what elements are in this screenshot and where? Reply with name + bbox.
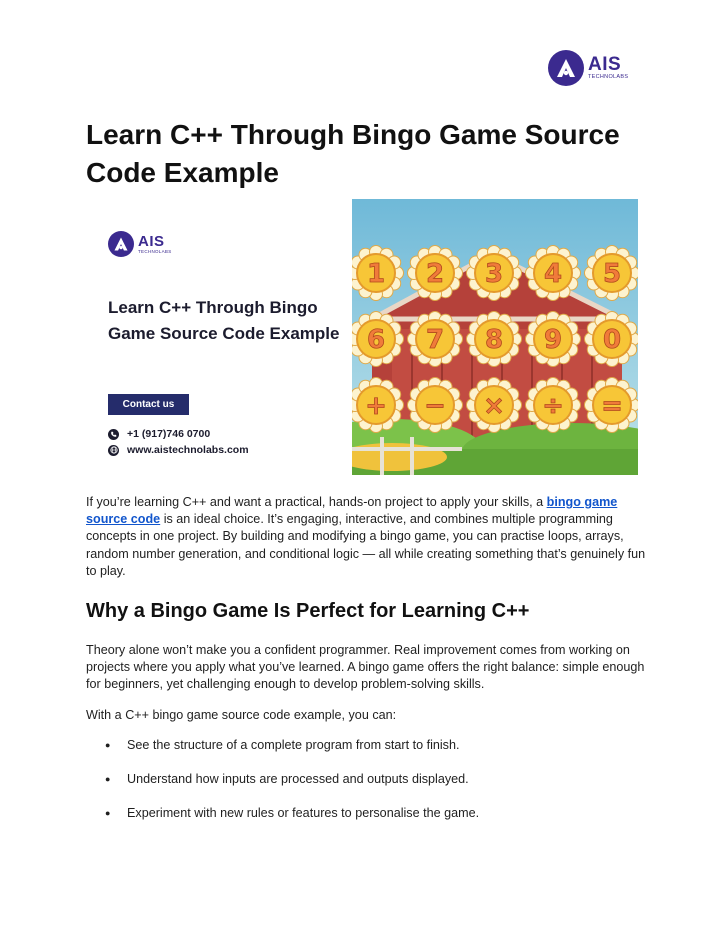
phone-icon	[108, 429, 119, 440]
list-item	[105, 737, 459, 754]
logo-a-icon	[108, 231, 134, 257]
banner-logo-text: AIS	[138, 232, 165, 250]
banner-logo	[108, 231, 172, 257]
bingo-illustration	[352, 199, 638, 475]
bullet-icon: ●	[105, 740, 111, 750]
bingo-tile-label: =	[601, 391, 623, 421]
bingo-tile-label: 3	[484, 259, 504, 289]
bullet-icon: ●	[105, 808, 111, 818]
bingo-tile-label: 7	[425, 325, 445, 355]
brand-logo	[548, 49, 634, 87]
intro-text-before: If you’re learning C++ and want a practical, hands-on project to apply your skills, a	[86, 495, 547, 509]
bingo-game-source-code-link[interactable]: bingo game source code	[86, 495, 618, 527]
bingo-tile-label: 4	[543, 259, 563, 289]
bingo-tile-label: −	[424, 391, 446, 421]
list-item-text: See the structure of a complete program from start to finish.	[127, 738, 460, 752]
bingo-tile-label: ×	[483, 391, 505, 421]
logo-a-icon	[548, 50, 584, 86]
logo-text: AIS	[588, 54, 622, 76]
intro-text-after: is an ideal choice. It’s engaging, interactive, and combines multiple programming concepts in one project. By building and modifying a bingo game, you can practise loops, arrays, random number generation, and conditional logic — all while creating something that’s genuinely fun to play.	[86, 512, 646, 578]
banner-text-panel	[86, 199, 352, 475]
intro-paragraph	[86, 494, 646, 580]
list-item-text: Understand how inputs are processed and outputs displayed.	[127, 772, 469, 786]
bingo-tile-label: 9	[543, 325, 563, 355]
bingo-tile-label: 2	[425, 259, 445, 289]
banner-phone-text: +1 (917)746 0700	[127, 428, 211, 440]
section-paragraph: Theory alone won’t make you a confident programmer. Real improvement comes from working on projects where you apply what you’ve learned. A bingo game offers the right balance: simple enough for beginners, yet challenging enough to develop problem-solving skills.	[86, 643, 645, 692]
logo-subtext: TECHNOLABS	[588, 74, 629, 81]
section-lead: With a C++ bingo game source code example, you can:	[86, 708, 397, 722]
bingo-tile-label: 8	[484, 325, 504, 355]
banner-logo-subtext: TECHNOLABS	[138, 248, 172, 254]
globe-icon	[108, 445, 119, 456]
hero-banner	[86, 199, 638, 475]
list-item	[105, 771, 469, 788]
banner-phone	[108, 428, 210, 440]
list-item	[105, 805, 479, 822]
banner-website	[108, 444, 249, 456]
page-title: Learn C++ Through Bingo Game Source Code Example	[86, 119, 620, 188]
bingo-tile-label: ÷	[542, 391, 564, 421]
list-item-text: Experiment with new rules or features to personalise the game.	[127, 806, 480, 820]
section-heading: Why a Bingo Game Is Perfect for Learning C++	[86, 600, 530, 622]
bingo-tile-label: 1	[366, 259, 386, 289]
bullet-icon: ●	[105, 774, 111, 784]
bingo-tile-label: 0	[602, 325, 622, 355]
bingo-tile-label: +	[365, 391, 387, 421]
contact-us-button[interactable]: Contact us	[108, 394, 189, 415]
bingo-tile-label: 5	[602, 259, 622, 289]
bingo-illustration-svg	[352, 199, 638, 475]
banner-website-text: www.aistechnolabs.com	[127, 444, 249, 456]
banner-title: Learn C++ Through Bingo Game Source Code Example	[108, 298, 340, 343]
bingo-tile-label: 6	[366, 325, 386, 355]
